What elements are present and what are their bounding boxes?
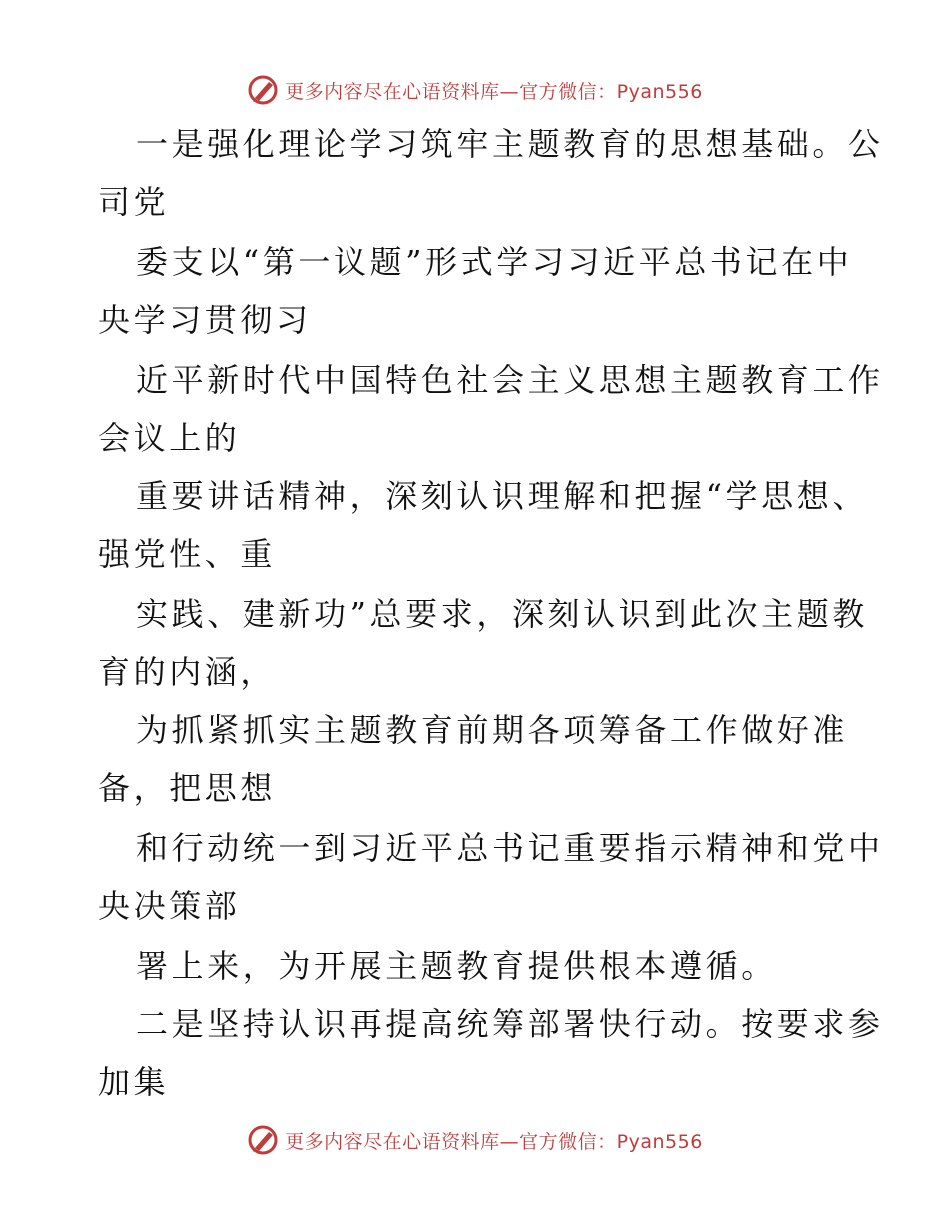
watermark-text: 更多内容尽在心语资料库—官方微信：Pyan556 bbox=[285, 80, 703, 103]
header-watermark bbox=[0, 72, 950, 108]
text-line: 和行动统一到习近平总书记重要指示精神和党中 bbox=[136, 829, 884, 867]
text-line: 重要讲话精神，深刻认识理解和把握“学思想、 bbox=[136, 477, 868, 515]
pen-logo-icon bbox=[247, 74, 279, 106]
text-line: 加集 bbox=[98, 1063, 170, 1101]
text-line: 实践、建新功”总要求，深刻认识到此次主题教 bbox=[136, 595, 868, 633]
text-line: 委支以“第一议题”形式学习习近平总书记在中 bbox=[136, 243, 853, 281]
text-line: 央决策部 bbox=[98, 887, 241, 925]
footer-watermark bbox=[0, 1122, 950, 1158]
watermark-text: 更多内容尽在心语资料库—官方微信：Pyan556 bbox=[285, 1130, 703, 1153]
text-line: 近平新时代中国特色社会主义思想主题教育工作 bbox=[136, 361, 884, 399]
text-line: 一是强化理论学习筑牢主题教育的思想基础。公 bbox=[136, 125, 884, 163]
text-line: 强党性、重 bbox=[98, 535, 277, 573]
text-line: 司党 bbox=[98, 183, 170, 221]
text-line: 会议上的 bbox=[98, 419, 241, 457]
text-line: 署上来，为开展主题教育提供根本遵循。 bbox=[136, 947, 777, 985]
text-line: 央学习贯彻习 bbox=[98, 301, 312, 339]
text-line: 育的内涵， bbox=[98, 653, 277, 691]
text-line: 为抓紧抓实主题教育前期各项筹备工作做好准 bbox=[136, 711, 849, 749]
text-line: 二是坚持认识再提高统筹部署快行动。按要求参 bbox=[136, 1005, 884, 1043]
text-line: 备，把思想 bbox=[98, 769, 277, 807]
pen-logo-icon bbox=[247, 1124, 279, 1156]
